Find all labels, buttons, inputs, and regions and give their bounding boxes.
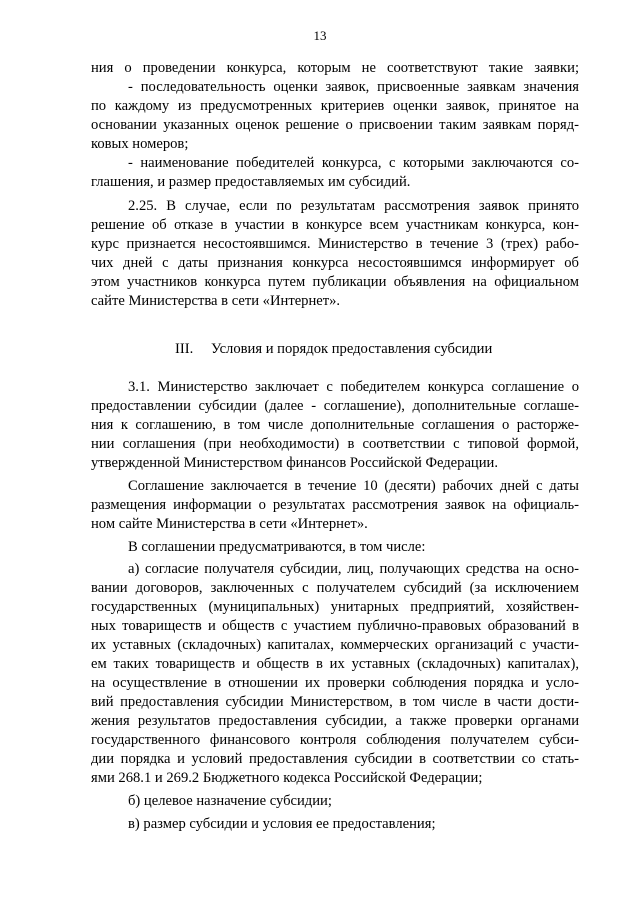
text-line: дии порядка и условий предоставления субсидии в соответствии со стать- bbox=[91, 751, 579, 767]
text-line: 2.25. В случае, если по результатам рассмотрения заявок принято bbox=[128, 198, 579, 214]
text-line: ковых номеров; bbox=[91, 136, 189, 152]
text-line: ных товариществ и обществ с участием публично-правовых образований в bbox=[91, 618, 579, 634]
text-line: на осуществление в отношении их проверки соблюдения порядка и усло- bbox=[91, 675, 579, 691]
text-line: решение об отказе в участии в конкурсе всем участникам конкурса, кон- bbox=[91, 217, 579, 233]
text-line: вании договоров, заключенных с получателем субсидий (за исключением bbox=[91, 580, 579, 596]
text-line: этом участников конкурса путем публикации объявления на официальном bbox=[91, 274, 579, 290]
text-line: государственных (муниципальных) унитарных предприятий, хозяйствен- bbox=[91, 599, 579, 615]
text-line: государственного финансового контроля соблюдения получателем субси- bbox=[91, 732, 579, 748]
text-line: - наименование победителей конкурса, с которыми заключаются со- bbox=[128, 155, 579, 171]
text-line: ния к соглашению, в том числе дополнительные соглашения о расторже- bbox=[91, 417, 579, 433]
text-line: чих дней с даты признания конкурса несостоявшимся информирует об bbox=[91, 255, 579, 271]
section-title: Условия и порядок предоставления субсидии bbox=[211, 341, 493, 357]
text-line: В соглашении предусматриваются, в том числе: bbox=[128, 539, 426, 555]
text-line: а) согласие получателя субсидии, лиц, получающих средства на осно- bbox=[128, 561, 579, 577]
text-line: сайте Министерства в сети «Интернет». bbox=[91, 293, 341, 309]
text-line: размещения информации о результатах рассмотрения заявок на официаль- bbox=[91, 497, 579, 513]
text-line: в) размер субсидии и условия ее предоставления; bbox=[128, 816, 436, 832]
text-line: б) целевое назначение субсидии; bbox=[128, 793, 332, 809]
page-number: 13 bbox=[313, 28, 327, 43]
text-line: нии соглашения (при необходимости) в соответствии с типовой формой, bbox=[91, 436, 579, 452]
section-number: III. bbox=[175, 341, 194, 357]
text-line: Соглашение заключается в течение 10 (десяти) рабочих дней с даты bbox=[128, 478, 579, 494]
text-line: 3.1. Министерство заключает с победителем конкурса соглашение о bbox=[128, 379, 579, 395]
text-line: ния о проведении конкурса, которым не соответствуют такие заявки; bbox=[91, 60, 579, 76]
text-line: ном сайте Министерства в сети «Интернет». bbox=[91, 516, 368, 532]
text-line: глашения, и размер предоставляемых им субсидий. bbox=[91, 174, 411, 190]
text-line: жения результатов предоставления субсидии, а также проверки органами bbox=[91, 713, 579, 729]
text-line: вий предоставления субсидии Министерством, в том числе в части дости- bbox=[91, 694, 579, 710]
text-line: основании указанных оценок решение о присвоении таким заявкам поряд- bbox=[91, 117, 579, 133]
text-line: предоставлении субсидии (далее - соглашение), дополнительные соглаше- bbox=[91, 398, 579, 414]
text-line: ями 268.1 и 269.2 Бюджетного кодекса Российской Федерации; bbox=[91, 770, 483, 786]
section-heading bbox=[175, 340, 595, 358]
text-line: курс признается несостоявшимся. Министерство в течение 3 (трех) рабо- bbox=[91, 236, 579, 252]
text-line: - последовательность оценки заявок, присвоенные заявкам значения bbox=[128, 79, 579, 95]
text-line: ем таких товариществ и обществ в их уставных (складочных) капиталах), bbox=[91, 656, 579, 672]
text-line: их уставных (складочных) капиталах, коммерческих организаций с участи- bbox=[91, 637, 579, 653]
text-line: по каждому из предусмотренных критериев оценки заявок, принятое на bbox=[91, 98, 579, 114]
text-line: утвержденной Министерством финансов Российской Федерации. bbox=[91, 455, 499, 471]
